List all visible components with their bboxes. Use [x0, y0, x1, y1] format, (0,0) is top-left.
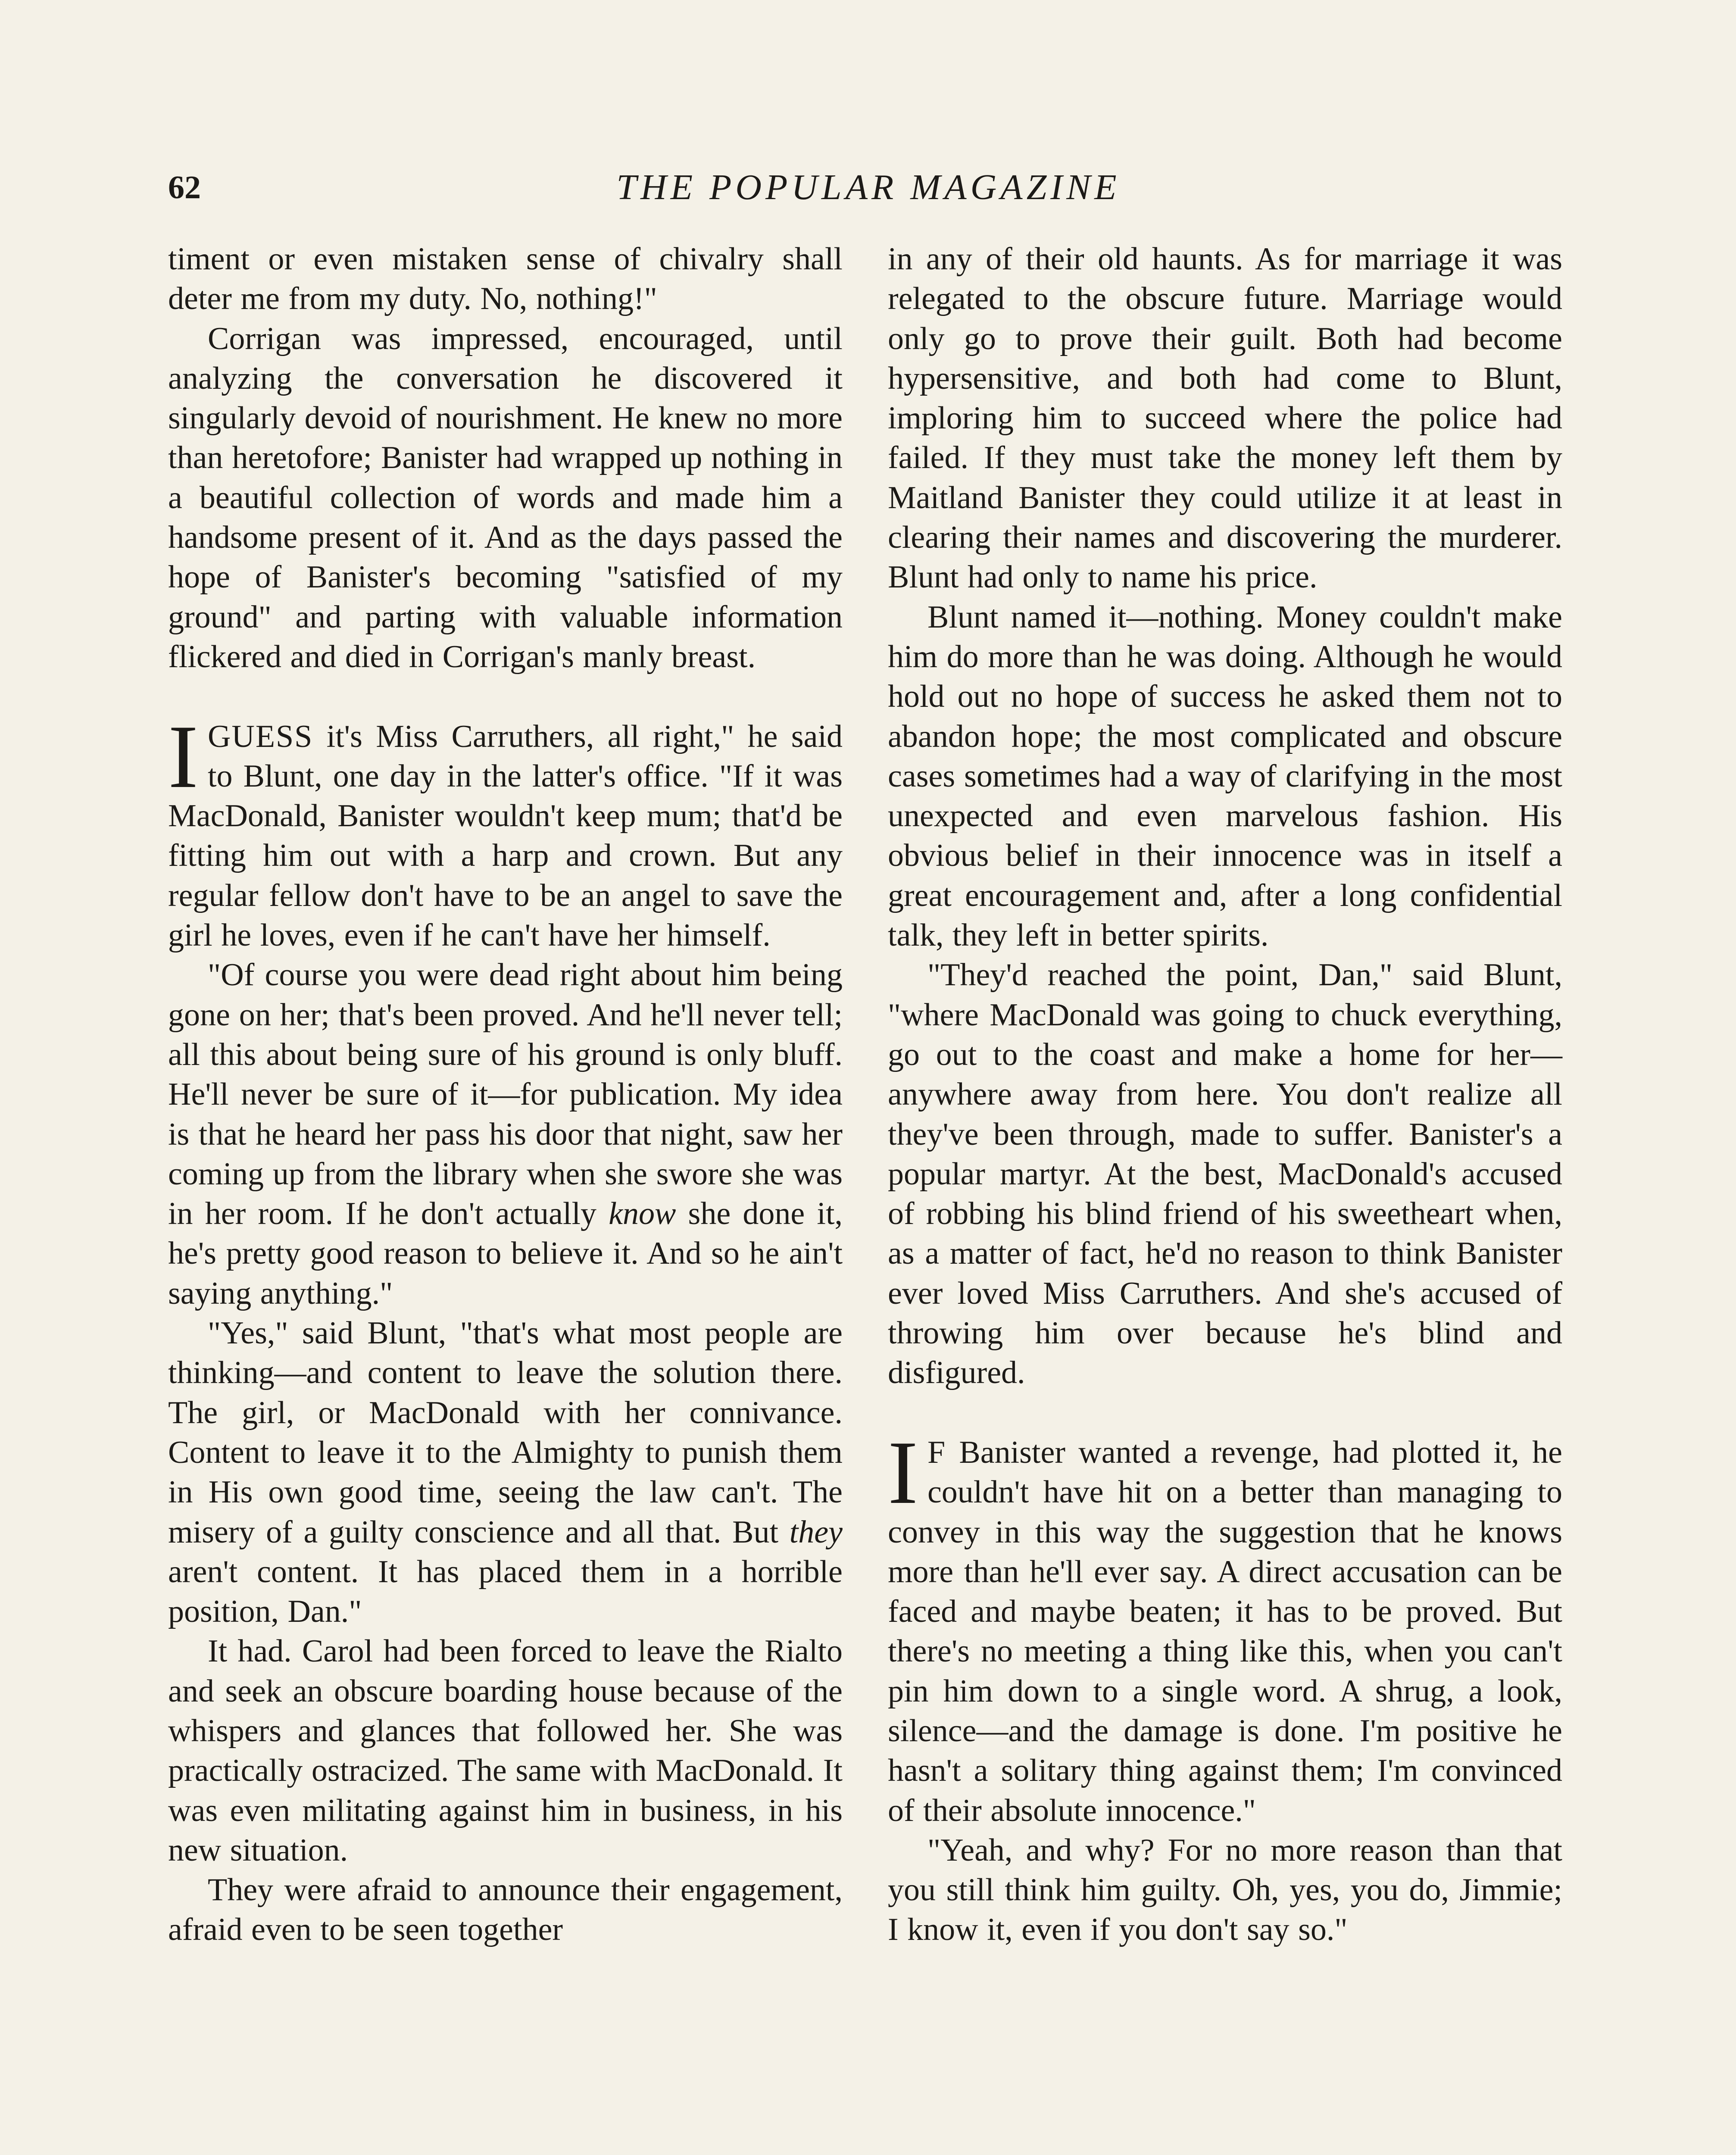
paragraph-text: "Yes," said Blunt, "that's what most people are thinking—and content to leave the solution there. The girl, or MacDonald with her connivance. Content to leave it to the Almighty to punish them in His own good time, seeing the law can't. The misery of a guilty conscience and all that. But — [168, 1315, 843, 1550]
paragraph-with-dropcap — [168, 706, 843, 956]
drop-cap: I — [888, 1422, 918, 1523]
paragraph-text: Banister wanted a revenge, had plotted it, he couldn't have hit on a better than managing to convey in this way the suggestion that he knows more than he'll ever say. A direct accusation can be faced and maybe beaten; it has to be proved. But there's no meeting a thing like this, when you can't pin him down to a single word. A shrug, a look, silence—and the damage is done. I'm positive he hasn't a solitary thing against them; I'm convinced of their absolute innocence." — [888, 1434, 1562, 1828]
left-column — [168, 239, 843, 2155]
paragraph — [168, 1313, 843, 1631]
paragraph: timent or even mistaken sense of chivalry shall deter me from my duty. No, nothing!" — [168, 241, 843, 317]
section-break — [888, 1393, 1562, 1433]
lead-in-caps: GUESS — [207, 718, 313, 754]
paragraph-text: she done it, he's pretty good reason to believe it. And so he ain't saying anything." — [168, 1196, 843, 1311]
page-header — [168, 164, 1569, 211]
right-column — [888, 239, 1562, 2155]
running-title: THE POPULAR MAGAZINE — [616, 167, 1121, 207]
section-break — [168, 677, 843, 716]
paragraph: "Yeah, and why? For no more reason than that you still think him guilty. Oh, yes, you do, Jimmie; I know it, even if you don't say so." — [888, 1832, 1562, 1948]
paragraph: They were afraid to announce their engagement, afraid even to be seen together — [168, 1872, 843, 1948]
paragraph: in any of their old haunts. As for marriage it was relegated to the obscure future. Marriage would only go to prove their guilt. Both had become hypersensitive, and both had come to Blunt, imploring him to succeed where the police had failed. If they must take the money left them by Maitland Banister they could utilize it at least in clearing their names and discovering the murderer. Blunt had only to name his price. — [888, 241, 1562, 595]
paragraph: Blunt named it—nothing. Money couldn't make him do more than he was doing. Although he would hold out no hope of success he asked them not to abandon hope; the most complicated and obscure cases sometimes had a way of clarifying in the most unexpected and even marvelous fashion. His obvious belief in their innocence was in itself a great encouragement and, after a long confidential talk, they left in better spirits. — [888, 599, 1562, 953]
emphasis: they — [789, 1514, 843, 1550]
paragraph: It had. Carol had been forced to leave the Rialto and seek an obscure boarding house because of the whispers and glances that followed her. She was practically ostracized. The same with MacDonald. It was even militating against him in business, in his new situation. — [168, 1633, 843, 1868]
emphasis: know — [609, 1196, 676, 1232]
drop-cap: I — [168, 706, 198, 807]
paragraph-text: "Of course you were dead right about him being gone on her; that's been proved. And he'll never tell; all this about being sure of his ground is only bluff. He'll never be sure of it—for publication. My idea is that he heard her pass his door that night, saw her coming up from the library when she swore she was in her room. If he don't actually — [168, 957, 843, 1232]
page-number: 62 — [168, 169, 201, 206]
paragraph-with-dropcap — [888, 1422, 1562, 1830]
paragraph-text: aren't content. It has placed them in a horrible position, Dan." — [168, 1554, 843, 1630]
paragraph-text: it's Miss Carruthers, all right," he said to Blunt, one day in the latter's office. "If it was MacDonald, Banister wouldn't keep mum; that'd be fitting him out with a harp and crown. But any regular fellow don't have to be an angel to save the girl he loves, even if he can't have her himself. — [168, 718, 843, 953]
lead-in-caps: F — [927, 1434, 946, 1470]
paragraph: "They'd reached the point, Dan," said Blunt, "where MacDonald was going to chuck everything, go out to the coast and make a home for her—anywhere away from here. You don't realize all they've been through, made to suffer. Banister's a popular martyr. At the best, MacDonald's accused of robbing his blind friend of his sweetheart when, as a matter of fact, he'd no reason to think Banister ever loved Miss Carruthers. And she's accused of throwing him over because he's blind and disfigured. — [888, 957, 1562, 1391]
paragraph — [168, 955, 843, 1313]
paragraph: Corrigan was impressed, encouraged, until analyzing the conversation he discovered it singularly devoid of nourishment. He knew no more than heretofore; Banister had wrapped up nothing in a beautiful collection of words and made him a handsome present of it. And as the days passed the hope of Banister's becoming "satisfied of my ground" and parting with valuable information flickered and died in Corrigan's manly breast. — [168, 321, 843, 675]
